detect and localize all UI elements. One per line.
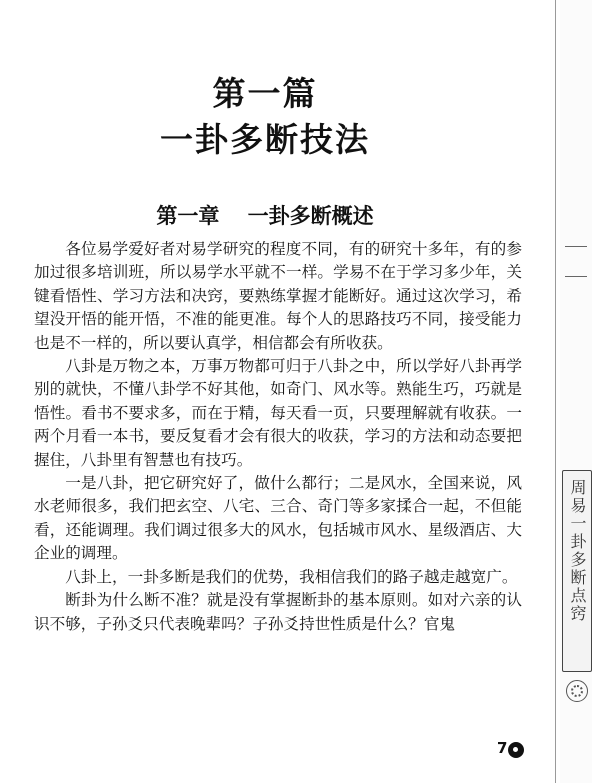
side-tab-text: 周易一卦多断点窍: [568, 479, 587, 623]
yin-yang-icon: [508, 742, 524, 758]
paragraph: 断卦为什么断不准？就是没有掌握断卦的基本原则。如对六亲的认识不够，子孙爻只代表晚辈吗？子孙爻持世性质是什么？官鬼: [34, 591, 522, 633]
paragraph: 八卦上，一卦多断是我们的优势，我相信我们的路子越走越宽广。: [65, 567, 518, 586]
body-text: [34, 238, 522, 636]
part-subtitle: 一卦多断技法: [160, 120, 370, 159]
edge-tick: [565, 276, 587, 277]
page-number: 7: [497, 739, 508, 757]
yin-yang-icon: [566, 680, 588, 702]
edge-tick: [565, 246, 587, 247]
paragraph: 一是八卦，把它研究好了，做什么都行；二是风水，全国来说，风水老师很多，我们把玄空、八宅、三合、奇门等多家揉合一起，不但能看，还能调理。我们调过很多大的风水，包括城市风水、星级酒店、大企业的调理。: [34, 474, 522, 563]
chapter-title: 第一章 一卦多断概述: [156, 204, 374, 228]
page-edge-line: [555, 0, 556, 783]
paragraph: 八卦是万物之本，万事万物都可归于八卦之中，所以学好八卦再学别的就快，不懂八卦学不好其他，如奇门、风水等。熟能生巧，巧就是悟性。看书不要求多，而在于精，每天看一页，只要理解就有收获。一两个月看一本书，要反复看才会有很大的收获，学习的方法和动态要把握住，八卦里有智慧也有技巧。: [34, 357, 522, 469]
part-title: 第一篇: [212, 74, 318, 113]
paragraph: 各位易学爱好者对易学研究的程度不同，有的研究十多年，有的参加过很多培训班，所以易学水平就不一样。学易不在于学习多少年，关键看悟性、学习方法和决窍，要熟练掌握才能断好。通过这次学习，希望没开悟的能开悟，不准的能更准。每个人的思路技巧不同，接受能力也是不一样的，所以要认真学，相信都会有所收获。: [34, 240, 522, 352]
side-tab: [562, 470, 592, 672]
